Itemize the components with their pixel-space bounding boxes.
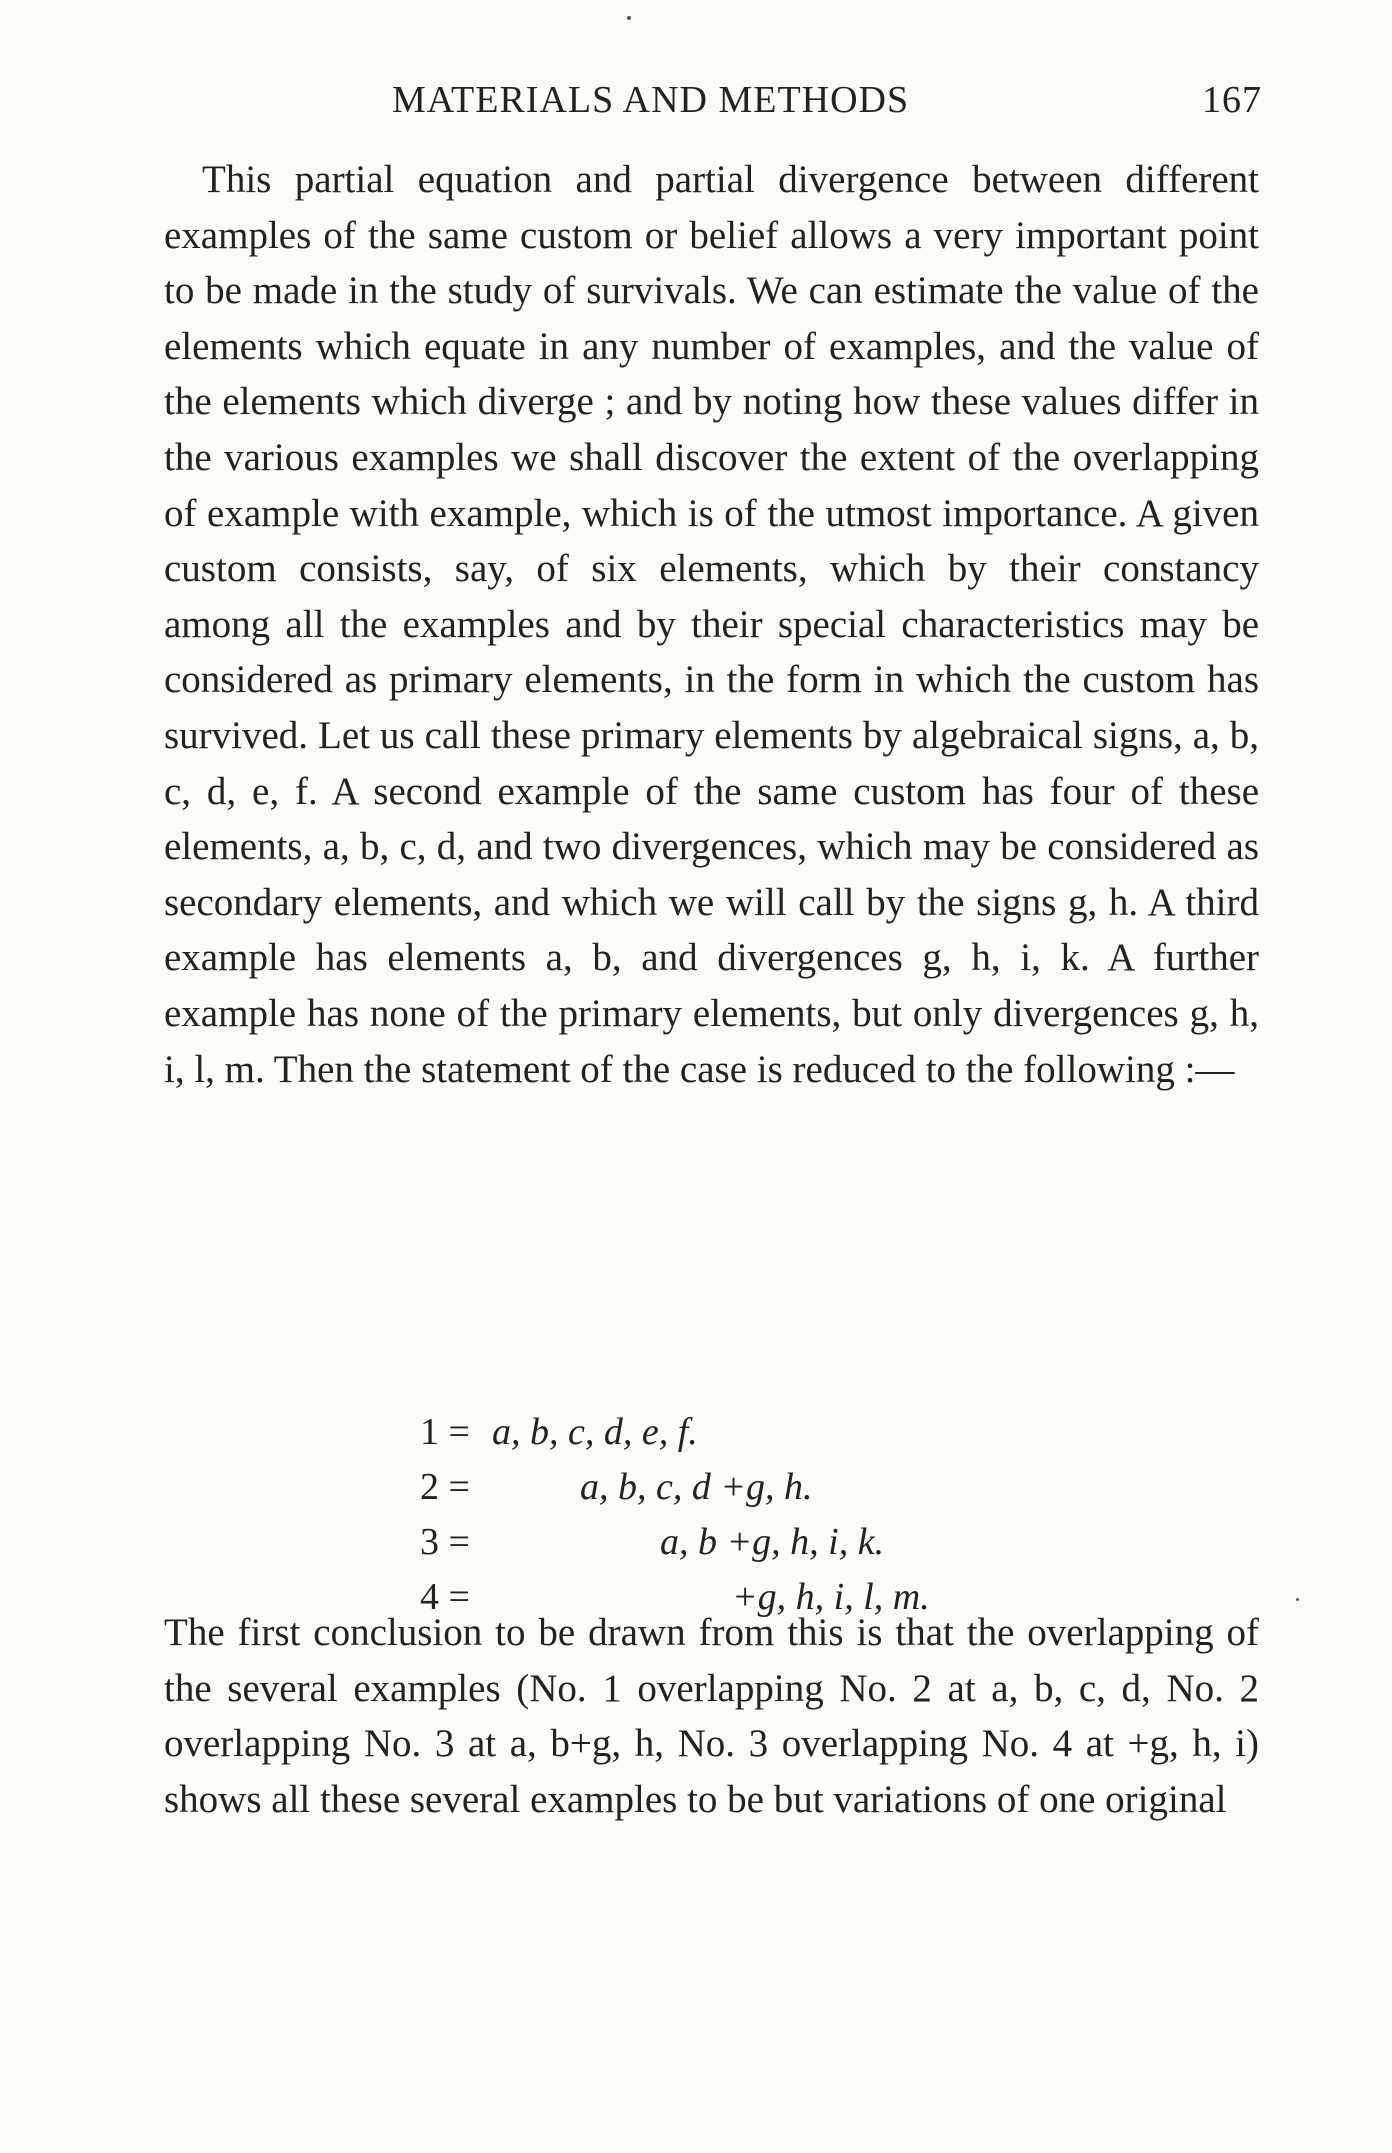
body-text-lower <box>164 1605 1259 1827</box>
scan-speck <box>1296 1598 1299 1601</box>
paragraph-1: This partial equation and partial divergence between different examples of the same custom or belief allows a very important point to be made in the study of survivals. We can estimate the value of the elements which equate in any number of examples, and the value of the elements which diverge ; and by noting how these values differ in the various examples we shall discover the extent of the overlapping of example with example, which is of the utmost importance. A given custom consists, say, of six elements, which by their constancy among all the examples and by their special characteristics may be considered as primary elements, in the form in which the custom has survived. Let us call these primary elements by algebraical signs, a, b, c, d, e, f. A second example of the same custom has four of these elements, a, b, c, d, and two divergences, which may be considered as secondary elements, and which we will call by the signs g, h. A third example has elements a, b, and divergences g, h, i, k. A further example has none of the primary elements, but only divergences g, h, i, l, m. Then the statement of the case is reduced to the following :— <box>164 158 1259 1091</box>
scan-speck <box>627 16 631 20</box>
equation-number: 1 = <box>420 1411 470 1453</box>
equation-terms: +g, h, i, l, m. <box>732 1576 930 1618</box>
body-text-upper <box>164 152 1259 1097</box>
page-number: 167 <box>1202 79 1262 121</box>
equation-terms: a, b, c, d, e, f. <box>492 1411 698 1453</box>
header-title: MATERIALS AND METHODS <box>392 79 910 121</box>
equation-row <box>420 1405 1120 1460</box>
equation-number: 3 = <box>420 1521 470 1563</box>
equation-row <box>420 1515 1120 1570</box>
paragraph-2: The first conclusion to be drawn from this is that the overlapping of the several examples (No. 1 overlapping No. 2 at a, b, c, d, No. 2 overlapping No. 3 at a, b+g, h, No. 3 overlapping No. 4 at +g, h, i) shows all these several examples to be but variations of one original <box>164 1611 1259 1821</box>
equation-terms: a, b, c, d +g, h. <box>580 1466 813 1508</box>
equation-row <box>420 1460 1120 1515</box>
running-header <box>392 78 1262 138</box>
equation-number: 2 = <box>420 1466 470 1508</box>
equation-terms: a, b +g, h, i, k. <box>660 1521 885 1563</box>
equation-block <box>420 1405 1120 1625</box>
equation-number: 4 = <box>420 1576 470 1618</box>
